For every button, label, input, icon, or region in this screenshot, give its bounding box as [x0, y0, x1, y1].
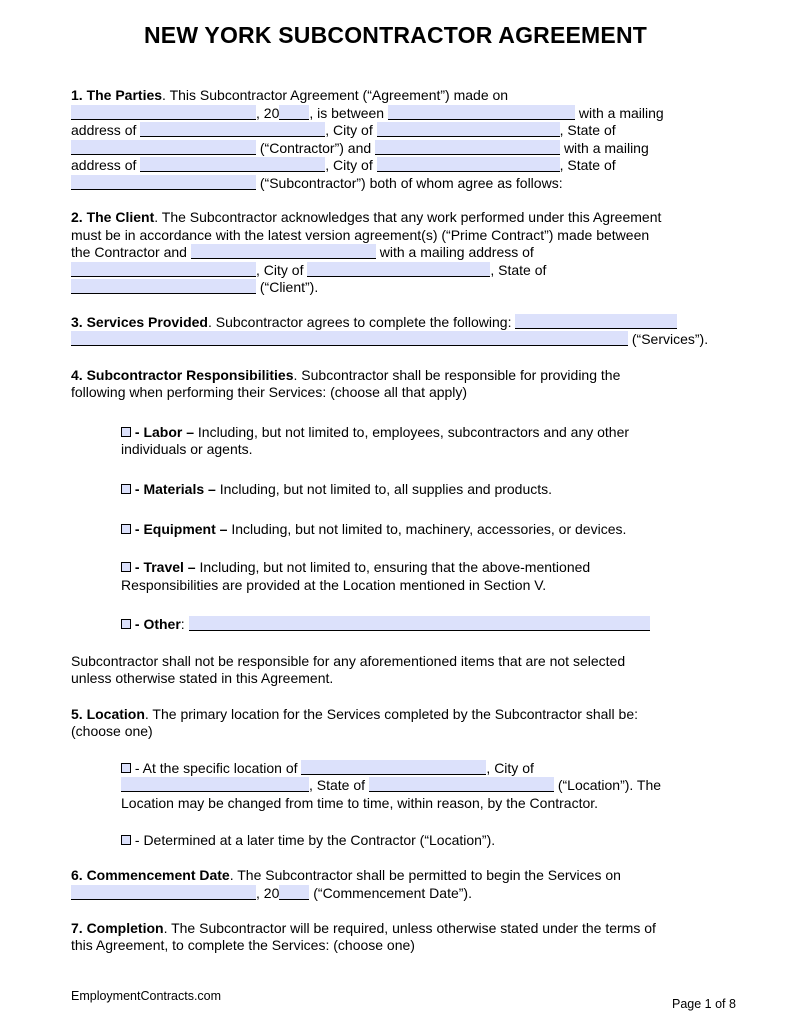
- s2-line-5: (“Client”).: [71, 279, 318, 296]
- agreement-date-field[interactable]: [71, 105, 256, 120]
- s6-line-1: 6. Commencement Date. The Subcontractor shall be permitted to begin the Services on: [71, 867, 621, 883]
- travel-checkbox[interactable]: [121, 562, 131, 572]
- materials-checkbox[interactable]: [121, 484, 131, 494]
- s1-line-5: address of , City of , State of: [71, 157, 616, 173]
- contractor-address-field[interactable]: [140, 122, 325, 137]
- labor-checkbox[interactable]: [121, 427, 131, 437]
- footer-page-number: Page 1 of 8: [672, 997, 736, 1011]
- s5-heading: 5. Location: [71, 706, 145, 722]
- s4-line-2: following when performing their Services: (choose all that apply): [71, 384, 468, 400]
- location-specific-cont: , State of (“Location”). The: [121, 777, 661, 794]
- other-field[interactable]: [189, 616, 650, 631]
- s7-line-2: this Agreement, to complete the Services: (choose one): [71, 937, 415, 953]
- equipment-option: - Equipment – Including, but not limited to, machinery, accessories, or devices.: [121, 521, 626, 538]
- other-checkbox[interactable]: [121, 619, 131, 629]
- client-address-field[interactable]: [71, 262, 256, 277]
- s6-heading: 6. Commencement Date: [71, 867, 230, 883]
- s1-line-1: 1. The Parties. This Subcontractor Agreement (“Agreement”) made on: [71, 87, 509, 103]
- s6-line-2: , 20 (“Commencement Date”).: [71, 885, 472, 902]
- s2-line-1: 2. The Client. The Subcontractor acknowledges that any work performed under this Agreement: [71, 209, 662, 225]
- contractor-name-field[interactable]: [388, 105, 575, 120]
- services-field-2[interactable]: [71, 331, 628, 346]
- client-city-field[interactable]: [307, 262, 490, 277]
- location-later-option: - Determined at a later time by the Contractor (“Location”).: [121, 832, 495, 849]
- location-later-checkbox[interactable]: [121, 835, 131, 845]
- labor-option-cont: individuals or agents.: [121, 441, 253, 457]
- commencement-date-field[interactable]: [71, 885, 256, 900]
- location-address-field[interactable]: [301, 760, 486, 775]
- s2-heading: 2. The Client: [71, 209, 155, 225]
- other-option: - Other:: [121, 616, 650, 633]
- subcontractor-address-field[interactable]: [140, 157, 325, 172]
- s2-line-3: the Contractor and with a mailing address of: [71, 244, 534, 260]
- travel-option-cont: Responsibilities are provided at the Location mentioned in Section V.: [121, 577, 547, 593]
- s5-line-1: 5. Location. The primary location for the Services completed by the Subcontractor shall be:: [71, 706, 639, 722]
- client-name-field[interactable]: [191, 244, 376, 259]
- subcontractor-name-field[interactable]: [375, 140, 560, 155]
- s4-note-2: unless otherwise stated in this Agreement.: [71, 670, 334, 686]
- contractor-city-field[interactable]: [377, 122, 560, 137]
- travel-option: - Travel – Including, but not limited to, ensuring that the above-mentioned: [121, 559, 590, 576]
- client-state-field[interactable]: [71, 279, 256, 294]
- document-title: NEW YORK SUBCONTRACTOR AGREEMENT: [143, 22, 648, 48]
- location-city-field[interactable]: [121, 777, 309, 792]
- footer-site: EmploymentContracts.com: [71, 989, 222, 1003]
- location-specific-checkbox[interactable]: [121, 763, 131, 773]
- s7-line-1: 7. Completion. The Subcontractor will be required, unless otherwise stated under the terms of: [71, 920, 656, 936]
- s4-note-1: Subcontractor shall not be responsible for any aforementioned items that are not selected: [71, 653, 626, 669]
- s1-line-2: , 20 , is between with a mailing: [71, 105, 664, 122]
- materials-option: - Materials – Including, but not limited to, all supplies and products.: [121, 481, 552, 498]
- s1-line-3: address of , City of , State of: [71, 122, 616, 138]
- equipment-checkbox[interactable]: [121, 524, 131, 534]
- location-specific-cont-2: Location may be changed from time to time, within reason, by the Contractor.: [121, 795, 599, 811]
- s3-heading: 3. Services Provided: [71, 314, 208, 330]
- s4-heading: 4. Subcontractor Responsibilities: [71, 367, 294, 383]
- s2-line-4: , City of , State of: [71, 262, 546, 279]
- contractor-state-field[interactable]: [71, 140, 256, 155]
- location-specific-option: - At the specific location of , City of: [121, 760, 534, 777]
- s4-line-1: 4. Subcontractor Responsibilities. Subcontractor shall be responsible for providing the: [71, 367, 621, 383]
- location-state-field[interactable]: [369, 777, 554, 792]
- labor-option: - Labor – Including, but not limited to, employees, subcontractors and any other: [121, 424, 629, 441]
- subcontractor-city-field[interactable]: [377, 157, 560, 172]
- s3-line-2: (“Services”).: [71, 331, 708, 348]
- s2-line-2: must be in accordance with the latest version agreement(s) (“Prime Contract”) made between: [71, 227, 650, 243]
- commencement-year-field[interactable]: [279, 885, 309, 900]
- s5-line-2: (choose one): [71, 723, 153, 739]
- s1-line-6: (“Subcontractor”) both of whom agree as follows:: [71, 175, 563, 192]
- s1-line-4: (“Contractor”) and with a mailing: [71, 140, 649, 157]
- agreement-year-field[interactable]: [279, 105, 309, 120]
- services-field-1[interactable]: [515, 314, 677, 329]
- subcontractor-state-field[interactable]: [71, 175, 256, 190]
- s7-heading: 7. Completion: [71, 920, 164, 936]
- s1-heading: 1. The Parties: [71, 87, 163, 103]
- s3-line-1: 3. Services Provided. Subcontractor agrees to complete the following:: [71, 314, 677, 331]
